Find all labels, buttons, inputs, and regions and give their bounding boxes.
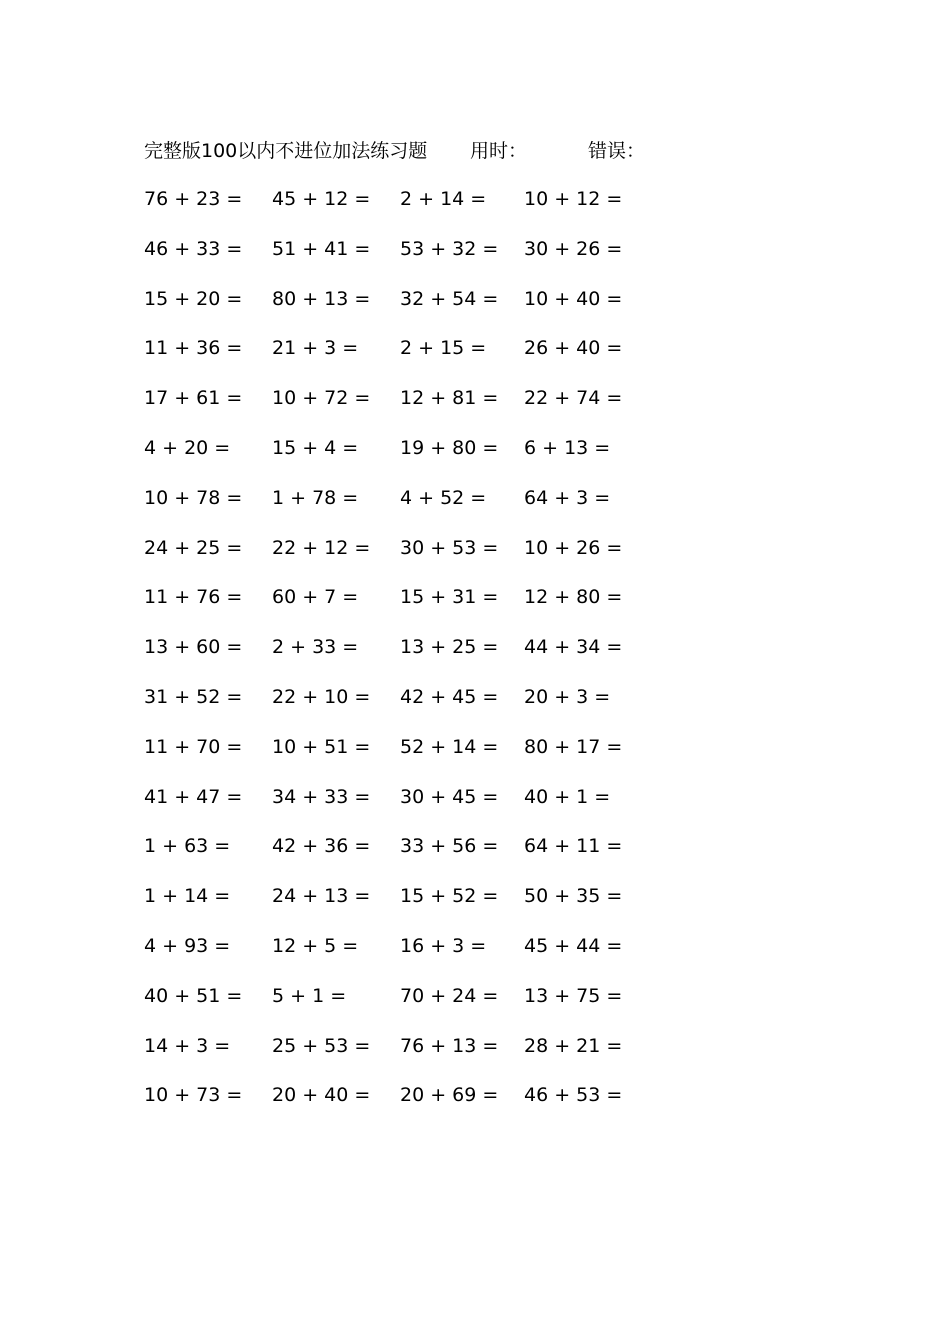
addition-problem: 45 + 44 = [524,935,623,957]
addition-problem: 24 + 25 = [144,536,243,559]
addition-problem: 42 + 36 = [272,835,371,858]
problem-row [0,584,950,634]
addition-problem: 16 + 3 = [400,935,487,957]
addition-problem: 31 + 52 = [144,686,243,708]
addition-problem: 30 + 53 = [400,536,499,559]
addition-problem: 11 + 70 = [144,735,243,758]
addition-problem: 40 + 1 = [524,785,611,808]
addition-problem: 50 + 35 = [524,885,623,908]
addition-problem: 33 + 56 = [400,835,499,858]
addition-problem: 41 + 47 = [144,785,243,808]
problem-row [0,634,950,684]
addition-problem: 64 + 11 = [524,835,623,858]
addition-problem: 10 + 40 = [524,287,623,310]
addition-problem: 1 + 14 = [144,885,231,908]
addition-problem: 10 + 26 = [524,536,623,559]
addition-problem: 76 + 13 = [400,1034,499,1057]
addition-problem: 10 + 72 = [272,387,371,410]
addition-problem: 42 + 45 = [400,686,499,708]
problem-row [0,335,950,385]
addition-problem: 6 + 13 = [524,437,611,459]
addition-problem: 34 + 33 = [272,785,371,808]
addition-problem: 30 + 26 = [524,237,623,260]
addition-problem: 40 + 51 = [144,984,243,1007]
problem-row [0,833,950,883]
addition-problem: 2 + 15 = [400,337,487,360]
problem-row [0,684,950,734]
problem-row [0,1033,950,1083]
addition-problem: 20 + 40 = [272,1084,371,1107]
addition-problem: 15 + 31 = [400,586,499,609]
addition-problem: 46 + 33 = [144,237,243,260]
addition-problem: 10 + 51 = [272,735,371,758]
addition-problem: 1 + 63 = [144,835,231,858]
addition-problem: 11 + 36 = [144,337,243,360]
addition-problem: 17 + 61 = [144,387,243,410]
addition-problem: 80 + 17 = [524,735,623,758]
time-used-label: 用时： [470,140,528,162]
addition-problem: 28 + 21 = [524,1034,623,1057]
addition-problem: 2 + 14 = [400,188,487,210]
problem-row [0,933,950,983]
problem-row [0,435,950,485]
addition-problem: 10 + 78 = [144,486,243,509]
addition-problem: 13 + 60 = [144,636,243,659]
addition-problem: 51 + 41 = [272,237,371,260]
addition-problem: 52 + 14 = [400,735,499,758]
addition-problem: 21 + 3 = [272,337,359,360]
addition-problem: 70 + 24 = [400,984,499,1007]
worksheet-header [0,136,950,166]
addition-problem: 60 + 7 = [272,586,359,609]
addition-problem: 2 + 33 = [272,636,359,659]
addition-problem: 4 + 20 = [144,437,231,459]
addition-problem: 53 + 32 = [400,237,499,260]
problem-row [0,385,950,435]
addition-problem: 26 + 40 = [524,337,623,360]
addition-problem: 20 + 69 = [400,1084,499,1107]
addition-problem: 10 + 73 = [144,1084,243,1107]
addition-problem: 14 + 3 = [144,1034,231,1057]
addition-problem: 45 + 12 = [272,188,371,210]
problem-row [0,883,950,933]
problem-row [0,186,950,236]
addition-problem: 10 + 12 = [524,188,623,210]
addition-problem: 24 + 13 = [272,885,371,908]
problem-row [0,983,950,1033]
addition-problem: 15 + 4 = [272,437,359,459]
problem-row [0,236,950,286]
problem-row [0,286,950,336]
addition-problem: 80 + 13 = [272,287,371,310]
addition-problem: 12 + 81 = [400,387,499,410]
addition-problem: 25 + 53 = [272,1034,371,1057]
problem-row [0,535,950,585]
problem-row [0,784,950,834]
addition-problem: 12 + 5 = [272,935,359,957]
addition-problem: 22 + 10 = [272,686,371,708]
addition-problem: 76 + 23 = [144,188,243,210]
addition-problem: 5 + 1 = [272,984,347,1007]
addition-problem: 20 + 3 = [524,686,611,708]
addition-problem: 22 + 74 = [524,387,623,410]
errors-label: 错误： [588,140,646,162]
problem-row [0,485,950,535]
addition-problem: 15 + 20 = [144,287,243,310]
addition-problem: 11 + 76 = [144,586,243,609]
problem-row [0,1082,950,1132]
addition-problem: 30 + 45 = [400,785,499,808]
addition-problem: 19 + 80 = [400,437,499,459]
addition-problem: 4 + 52 = [400,486,487,509]
addition-problem: 12 + 80 = [524,586,623,609]
addition-problem: 44 + 34 = [524,636,623,659]
addition-problem: 13 + 75 = [524,984,623,1007]
addition-problem: 13 + 25 = [400,636,499,659]
worksheet-title: 完整版100以内不进位加法练习题 [144,140,428,162]
addition-problem: 64 + 3 = [524,486,611,509]
addition-problem: 1 + 78 = [272,486,359,509]
addition-problem: 22 + 12 = [272,536,371,559]
addition-problem: 15 + 52 = [400,885,499,908]
addition-problem: 46 + 53 = [524,1084,623,1107]
addition-problem: 4 + 93 = [144,935,231,957]
addition-problem: 32 + 54 = [400,287,499,310]
problem-row [0,734,950,784]
